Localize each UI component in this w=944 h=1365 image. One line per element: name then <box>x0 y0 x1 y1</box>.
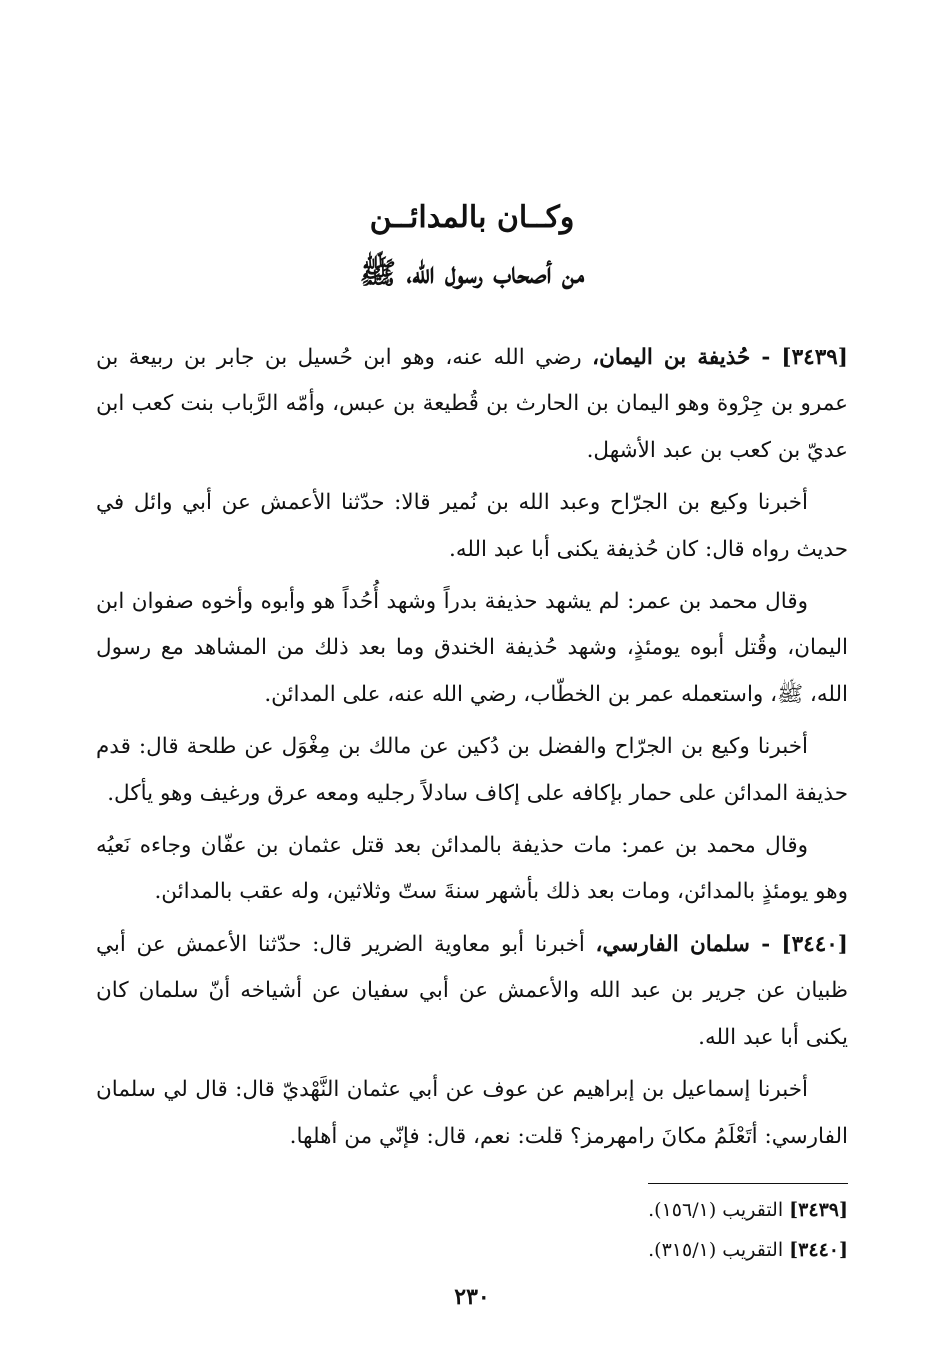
paragraph-text: أخبرنا أبو معاوية الضرير قال: حدّثنا الأعمش عن أبي ظبيان عن جرير بن عبد الله والأعمش عن أبي سفيان عن أشياخه أنّ سلمان كان يكنى أبا عبد الله. <box>96 931 848 1050</box>
footnote <box>96 1230 848 1270</box>
heading-line-2: من أصحاب رسول الله، ﷺ <box>359 256 585 291</box>
page-number: ٢٣٠ <box>454 1284 490 1310</box>
paragraph <box>96 823 848 916</box>
footnotes <box>96 1190 848 1270</box>
section-heading <box>0 190 944 302</box>
footnote-number: [٣٤٤٠] <box>789 1239 848 1261</box>
main-text <box>96 335 848 1166</box>
paragraph-text: وقال محمد بن عمر: لم يشهد حذيفة بدراً وشهد أُحُداً هو وأبوه وأخوه صفوان ابن اليمان، وقُتل أبوه يومئذٍ، وشهد حُذيفة الخندق وما بعد ذلك من المشاهد مع رسول الله، ﷺ، واستعمله عمر بن الخطّاب، رضي الله عنه، على المدائن. <box>96 589 848 707</box>
paragraph <box>96 480 848 573</box>
entry-paragraph-3439 <box>96 335 848 474</box>
paragraph-text: وقال محمد بن عمر: مات حذيفة بالمدائن بعد قتل عثمان بن عفّان وجاءه نَعيُه وهو يومئذٍ بالمدائن، ومات بعد ذلك بأشهر سنةَ ستّ وثلاثين، وله عقب بالمدائن. <box>96 833 848 905</box>
entry-name: حُذيفة بن اليمان، <box>592 345 751 370</box>
paragraph-text: أخبرنا إسماعيل بن إبراهيم عن عوف عن أبي عثمان النَّهْديّ قال: قال لي سلمان الفارسي: أتَعْلَمُ مكانَ رامهرمز؟ قلت: نعم، قال: فإنّي من أهلها. <box>96 1077 848 1149</box>
footnote <box>96 1190 848 1230</box>
paragraph <box>96 579 848 718</box>
entry-number: [٣٤٣٩] - <box>750 345 848 370</box>
entry-number: [٣٤٤٠] - <box>749 931 848 957</box>
paragraph-text: رضي الله عنه، وهو ابن حُسيل بن جابر بن ربيعة بن عمرو بن جِرْوة وهو اليمان بن الحارث بن قُطيعة بن عبس، وأمّه الرَّباب بنت كعب ابن عديّ بن كعب بن عبد الأشهل. <box>96 345 848 463</box>
entry-paragraph-3440 <box>96 922 848 1061</box>
heading-line-1: وكــان بالمدائــن <box>369 200 575 235</box>
footnote-number: [٣٤٣٩] <box>789 1199 848 1221</box>
entry-name: سلمان الفارسي، <box>595 931 750 957</box>
footnote-text: التقريب (١٥٦/١). <box>648 1199 790 1221</box>
paragraph <box>96 724 848 817</box>
paragraph-text: أخبرنا وكيع بن الجرّاح والفضل بن دُكين عن مالك بن مِغْوَل عن طلحة قال: قدم حذيفة المدائن على حمار بإكافه على إكاف سادلاً رجليه ومعه عرق ورغيف وهو يأكل. <box>96 734 848 806</box>
footnote-text: التقريب (٣١٥/١). <box>648 1239 790 1261</box>
paragraph-text: أخبرنا وكيع بن الجرّاح وعبد الله بن نُمير قالا: حدّثنا الأعمش عن أبي وائل في حديث رواه قال: كان حُذيفة يكنى أبا عبد الله. <box>96 490 848 562</box>
paragraph <box>96 1067 848 1160</box>
footnote-divider <box>648 1183 848 1184</box>
